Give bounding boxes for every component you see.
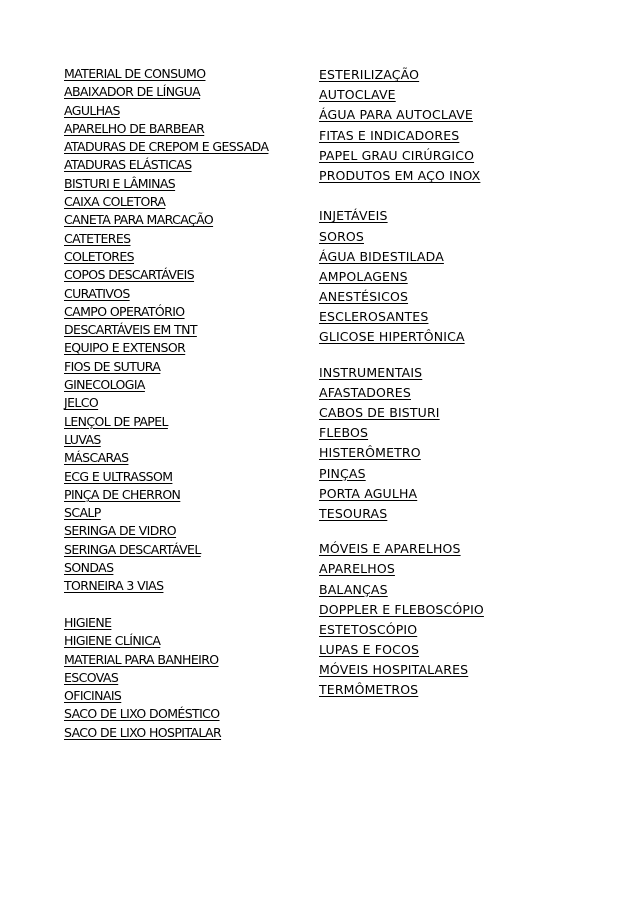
item-link-seringa-de-vidro[interactable]: SERINGA DE VIDRO (64, 523, 177, 539)
item-link-agua-para-autoclave[interactable]: ÁGUA PARA AUTOCLAVE (319, 107, 473, 123)
item-link-agua-bidestilada[interactable]: ÁGUA BIDESTILADA (319, 248, 444, 264)
item-link-jelco[interactable]: JELCO (64, 395, 99, 411)
list-item (64, 358, 314, 376)
category-link-material-de-consumo[interactable]: MATERIAL DE CONSUMO (64, 66, 206, 81)
item-link-pinca-de-cherron[interactable]: PINÇA DE CHERRON (64, 486, 181, 502)
list-item (64, 651, 314, 669)
list-item (64, 486, 314, 504)
item-link-cabos-de-bisturi[interactable]: CABOS DE BISTURI (319, 405, 440, 420)
list-item (64, 559, 314, 577)
list-item (319, 105, 619, 125)
category-link-instrumentais[interactable]: INSTRUMENTAIS (319, 364, 423, 380)
list-item (64, 138, 314, 156)
category-link-esterilizacao[interactable]: ESTERILIZAÇÃO (319, 67, 420, 82)
list-item (64, 632, 314, 650)
item-link-campo-operatorio[interactable]: CAMPO OPERATÓRIO (64, 303, 185, 319)
list-item (64, 285, 314, 303)
item-link-ataduras-de-crepom-e-gessada[interactable]: ATADURAS DE CREPOM E GESSADA (64, 139, 269, 155)
item-link-torneira-3-vias[interactable]: TORNEIRA 3 VIAS (64, 578, 164, 594)
list-item (64, 266, 314, 284)
item-link-soros[interactable]: SOROS (319, 228, 364, 244)
list-item (319, 484, 619, 504)
list-item (319, 660, 619, 680)
list-item (64, 230, 314, 248)
item-link-sondas[interactable]: SONDAS (64, 560, 114, 576)
list-item (64, 339, 314, 357)
item-link-seringa-descartavel[interactable]: SERINGA DESCARTÁVEL (64, 541, 201, 557)
list-item (319, 247, 619, 267)
list-item (64, 394, 314, 412)
item-link-saco-de-lixo-domestico[interactable]: SACO DE LIXO DOMÉSTICO (64, 706, 220, 722)
list-item (319, 166, 619, 186)
item-link-lencol-de-papel[interactable]: LENÇOL DE PAPEL (64, 413, 168, 429)
list-item (64, 102, 314, 120)
group-spacer (319, 524, 619, 539)
item-link-produtos-em-aco-inox[interactable]: PRODUTOS EM AÇO INOX (319, 167, 481, 183)
left-link-column (64, 65, 314, 742)
item-link-scalp[interactable]: SCALP (64, 505, 101, 521)
item-link-lupas-e-focos[interactable]: LUPAS E FOCOS (319, 642, 420, 658)
list-item (319, 680, 619, 700)
item-link-fios-de-sutura[interactable]: FIOS DE SUTURA (64, 358, 161, 374)
item-link-estetoscopio[interactable]: ESTETOSCÓPIO (319, 621, 418, 637)
list-item (319, 267, 619, 287)
list-item (319, 65, 619, 85)
list-item (64, 303, 314, 321)
list-item (64, 156, 314, 174)
list-item (319, 307, 619, 327)
item-link-fitas-e-indicadores[interactable]: FITAS E INDICADORES (319, 127, 460, 143)
item-link-agulhas[interactable]: AGULHAS (64, 102, 120, 118)
list-item (64, 705, 314, 723)
list-item (319, 206, 619, 226)
item-link-coletores[interactable]: COLETORES (64, 248, 135, 264)
item-link-caixa-coletora[interactable]: CAIXA COLETORA (64, 194, 166, 210)
item-link-ginecologia[interactable]: GINECOLOGIA (64, 377, 145, 393)
list-item (319, 443, 619, 463)
list-item (319, 227, 619, 247)
list-item (64, 431, 314, 449)
list-item (64, 193, 314, 211)
item-link-bisturi-e-laminas[interactable]: BISTURI E LÂMINAS (64, 175, 176, 191)
item-link-curativos[interactable]: CURATIVOS (64, 285, 130, 301)
item-link-ampolagens[interactable]: AMPOLAGENS (319, 268, 408, 284)
list-item (64, 65, 314, 83)
item-link-glicose-hipertonica[interactable]: GLICOSE HIPERTÔNICA (319, 329, 465, 345)
group-spacer (319, 348, 619, 363)
list-item (64, 541, 314, 559)
item-link-descartaveis-em-tnt[interactable]: DESCARTÁVEIS EM TNT (64, 322, 197, 338)
list-item (319, 464, 619, 484)
item-link-escovas[interactable]: ESCOVAS (64, 669, 119, 685)
list-item (64, 724, 314, 742)
list-item (64, 468, 314, 486)
item-link-luvas[interactable]: LUVAS (64, 431, 101, 447)
item-link-cateteres[interactable]: CATETERES (64, 230, 131, 246)
list-item (64, 376, 314, 394)
item-link-higiene-clinica[interactable]: HIGIENE CLÍNICA (64, 633, 161, 649)
list-item (319, 580, 619, 600)
list-item (319, 620, 619, 640)
category-link-moveis-e-aparelhos[interactable]: MÓVEIS E APARELHOS (319, 541, 461, 557)
list-item (319, 504, 619, 524)
list-item (64, 120, 314, 138)
item-link-pincas[interactable]: PINÇAS (319, 465, 366, 481)
list-item (64, 83, 314, 101)
category-link-higiene[interactable]: HIGIENE (64, 614, 112, 630)
item-link-aparelho-de-barbear[interactable]: APARELHO DE BARBEAR (64, 120, 205, 136)
item-link-material-para-banheiro[interactable]: MATERIAL PARA BANHEIRO (64, 651, 219, 667)
item-link-oficinais[interactable]: OFICINAIS (64, 688, 122, 704)
list-item (64, 413, 314, 431)
category-link-injetaveis[interactable]: INJETÁVEIS (319, 208, 388, 224)
list-item (64, 211, 314, 229)
item-link-ecg-e-ultrassom[interactable]: ECG E ULTRASSOM (64, 468, 173, 484)
list-item (319, 363, 619, 383)
item-link-moveis-hospitalares[interactable]: MÓVEIS HOSPITALARES (319, 662, 469, 678)
list-item (64, 669, 314, 687)
item-link-esclerosantes[interactable]: ESCLEROSANTES (319, 309, 429, 325)
list-item (64, 522, 314, 540)
list-item (319, 600, 619, 620)
item-link-ataduras-elasticas[interactable]: ATADURAS ELÁSTICAS (64, 157, 192, 173)
list-item (319, 403, 619, 423)
item-link-afastadores[interactable]: AFASTADORES (319, 384, 411, 400)
item-link-balancas[interactable]: BALANÇAS (319, 581, 388, 597)
list-item (64, 577, 314, 595)
item-link-doppler-e-fleboscopio[interactable]: DOPPLER E FLEBOSCÓPIO (319, 601, 484, 617)
list-item (64, 175, 314, 193)
list-item (319, 327, 619, 347)
item-link-mascaras[interactable]: MÁSCARAS (64, 450, 129, 466)
item-link-copos-descartaveis[interactable]: COPOS DESCARTÁVEIS (64, 267, 195, 283)
item-link-equipo-e-extensor[interactable]: EQUIPO E EXTENSOR (64, 340, 186, 356)
group-spacer (64, 596, 314, 614)
item-link-termometros[interactable]: TERMÔMETROS (319, 682, 419, 698)
list-item (319, 423, 619, 443)
item-link-saco-de-lixo-hospitalar[interactable]: SACO DE LIXO HOSPITALAR (64, 724, 222, 740)
item-link-caneta-para-marcacao[interactable]: CANETA PARA MARCAÇÃO (64, 212, 214, 228)
group-spacer (319, 186, 619, 206)
list-item (319, 146, 619, 166)
list-item (64, 321, 314, 339)
list-item (319, 287, 619, 307)
item-link-flebos[interactable]: FLEBOS (319, 425, 369, 441)
list-item (319, 539, 619, 559)
item-link-aparelhos[interactable]: APARELHOS (319, 561, 395, 577)
list-item (64, 248, 314, 266)
list-item (64, 687, 314, 705)
item-link-autoclave[interactable]: AUTOCLAVE (319, 87, 396, 103)
list-item (319, 640, 619, 660)
list-item (319, 126, 619, 146)
item-link-tesouras[interactable]: TESOURAS (319, 505, 388, 521)
item-link-porta-agulha[interactable]: PORTA AGULHA (319, 485, 418, 501)
item-link-abaixador-de-lingua[interactable]: ABAIXADOR DE LÍNGUA (64, 84, 201, 100)
list-item (64, 504, 314, 522)
list-item (319, 383, 619, 403)
item-link-papel-grau-cirurgico[interactable]: PAPEL GRAU CIRÚRGICO (319, 147, 475, 163)
item-link-anestesicos[interactable]: ANESTÉSICOS (319, 289, 409, 305)
list-item (319, 559, 619, 579)
list-item (64, 614, 314, 632)
list-item (319, 85, 619, 105)
right-link-column (319, 65, 619, 701)
item-link-histerometro[interactable]: HISTERÔMETRO (319, 445, 421, 461)
list-item (64, 449, 314, 467)
